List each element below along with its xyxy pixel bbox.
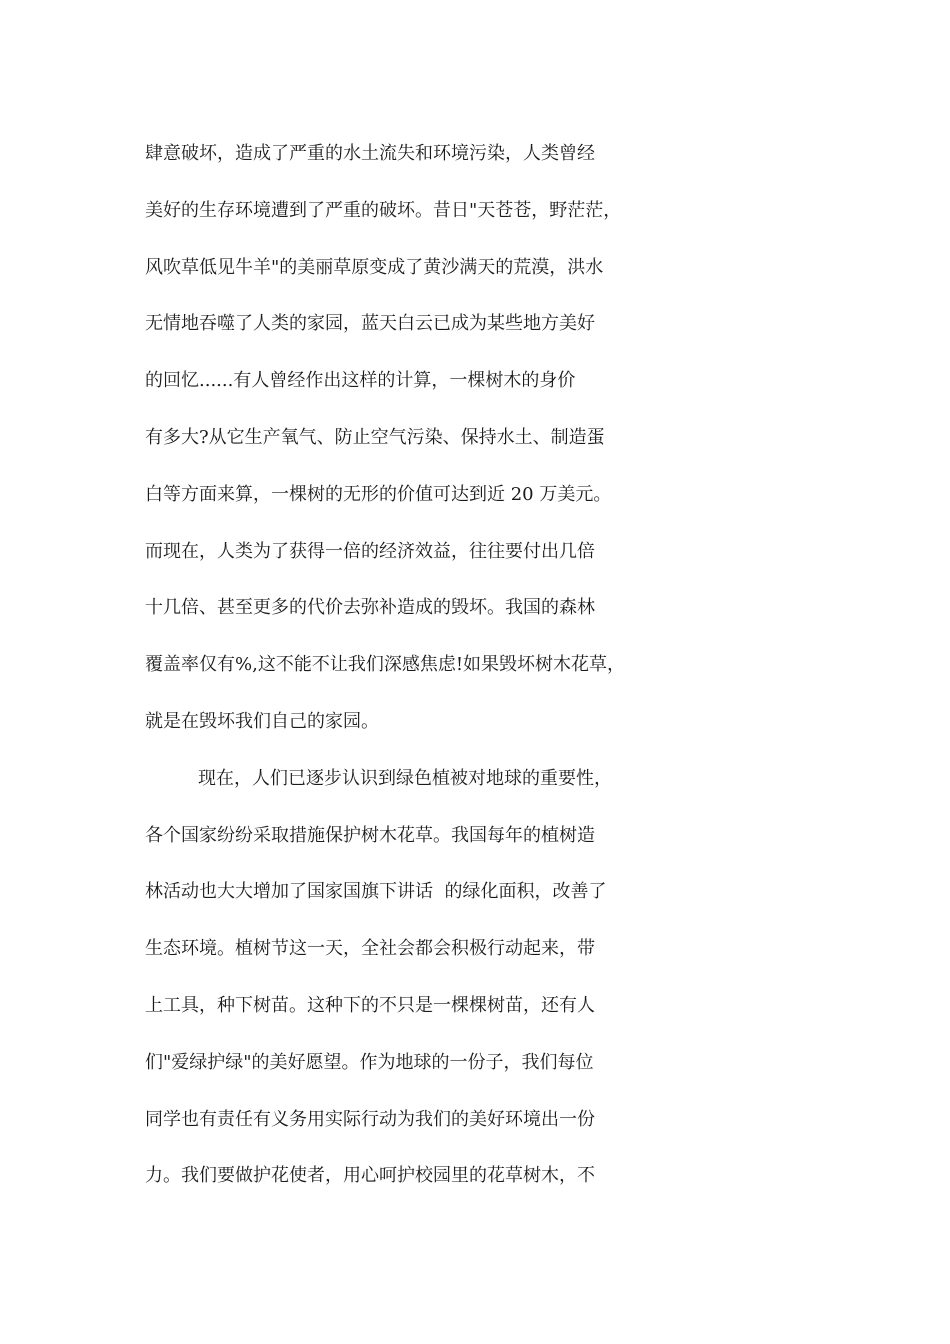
paragraph-first-line: 现在，人们已逐步认识到绿色植被对地球的重要性， [198, 767, 612, 789]
text-line: 们"爱绿护绿"的美好愿望。作为地球的一份子，我们每位 [145, 1051, 594, 1073]
text-line: 力。我们要做护花使者，用心呵护校园里的花草树木，不 [145, 1165, 595, 1187]
text-line: 而现在，人类为了获得一倍的经济效益，往往要付出几倍 [145, 540, 595, 562]
text-line: 覆盖率仅有%,这不能不让我们深感焦虑!如果毁坏树木花草， [145, 654, 626, 676]
text-line: 同学也有责任有义务用实际行动为我们的美好环境出一份 [145, 1108, 595, 1130]
text-line: 各个国家纷纷采取措施保护树木花草。我国每年的植树造 [145, 824, 595, 846]
text-line: 生态环境。植树节这一天，全社会都会积极行动起来，带 [145, 938, 595, 960]
text-line: 无情地吞噬了人类的家园，蓝天白云已成为某些地方美好 [145, 313, 595, 335]
text-line: 有多大?从它生产氧气、防止空气污染、保持水土、制造蛋 [145, 426, 605, 448]
body-text [145, 126, 835, 1205]
text-line: 美好的生存环境遭到了严重的破坏。昔日"天苍苍，野茫茫， [145, 199, 622, 221]
text-line: 十几倍、甚至更多的代价去弥补造成的毁坏。我国的森林 [145, 597, 595, 619]
text-line: 肆意破坏，造成了严重的水土流失和环境污染，人类曾经 [145, 143, 595, 164]
text-line: 白等方面来算，一棵树的无形的价值可达到近 20 万美元。 [145, 483, 612, 505]
text-line: 的回忆......有人曾经作出这样的计算，一棵树木的身价 [145, 370, 576, 392]
text-line: 上工具，种下树苗。这种下的不只是一棵棵树苗，还有人 [145, 994, 595, 1016]
text-line: 林活动也大大增加了国家国旗下讲话 的绿化面积，改善了 [145, 881, 607, 903]
text-line: 就是在毁坏我们自己的家园。 [145, 710, 379, 732]
text-line: 风吹草低见牛羊"的美丽草原变成了黄沙满天的荒漠，洪水 [145, 256, 604, 278]
